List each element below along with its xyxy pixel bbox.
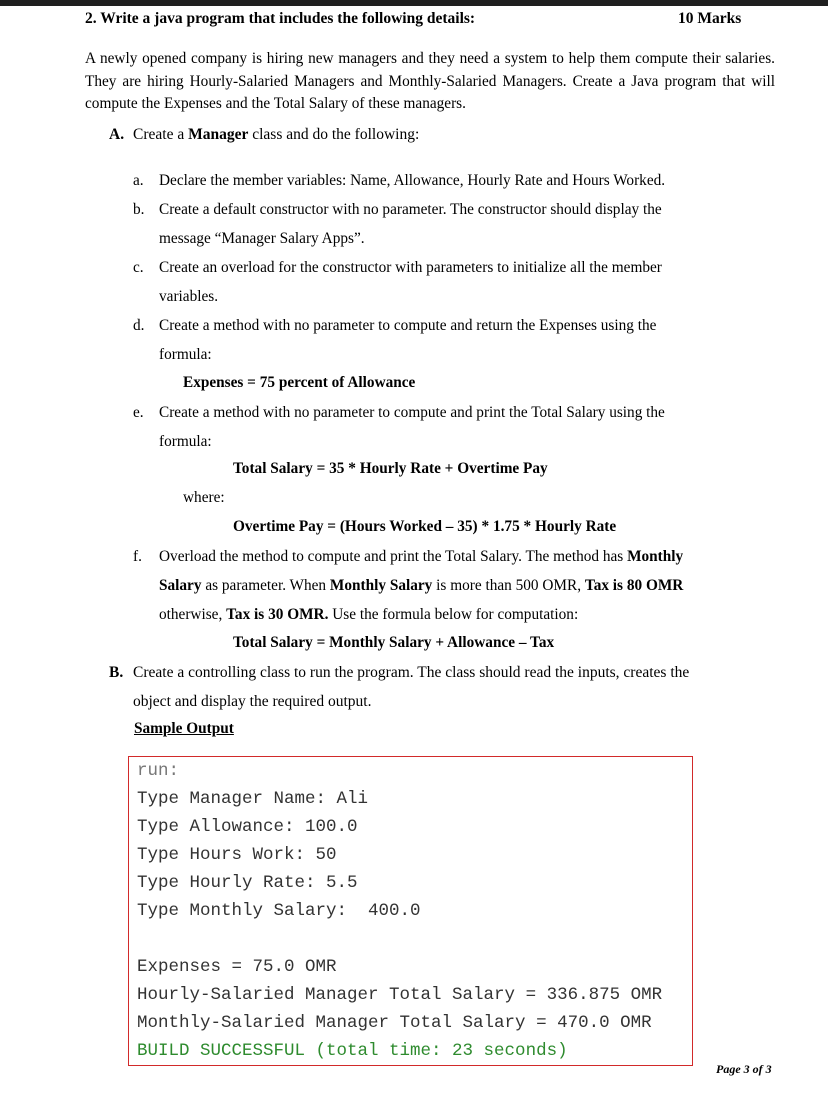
where-label: where: [183,489,225,506]
section-a-letter: A. [109,126,125,143]
console-line-rate: Type Hourly Rate: 5.5 [137,873,358,893]
item-e: e. Create a method with no parameter to compute and print the Total Salary using the formula: [133,404,665,450]
section-a-heading: A. Create a Manager class and do the following: [109,126,420,143]
sample-output-console [128,756,693,1066]
console-line-run: run: [137,761,180,781]
item-f: f. Overload the method to compute and print the Total Salary. The method has Monthly Salary as parameter. When Monthly Salary is more than 500 OMR, Tax is 80 OMR otherwise, Tax is 30 OMR. Use the formula below for computation: [133,548,684,623]
expenses-formula: Expenses = 75 percent of Allowance [183,374,416,391]
console-line-expenses: Expenses = 75.0 OMR [137,957,337,977]
console-line-allowance: Type Allowance: 100.0 [137,817,358,837]
console-line-monthly-total: Monthly-Salaried Manager Total Salary = 470.0 OMR [137,1013,652,1033]
section-b-letter: B. [109,664,124,681]
page-number: Page 3 of 3 [716,1062,772,1076]
console-line-hourly-total: Hourly-Salaried Manager Total Salary = 336.875 OMR [137,985,663,1005]
manager-class-name: Manager [188,126,249,143]
overtime-pay-formula: Overtime Pay = (Hours Worked – 35) * 1.75 * Hourly Rate [233,518,617,535]
section-b: B. Create a controlling class to run the program. The class should read the inputs, creates the object and display the required output. [109,658,779,716]
item-d: d. Create a method with no parameter to compute and return the Expenses using the formula: [133,317,657,363]
console-line-build: BUILD SUCCESSFUL (total time: 23 seconds) [137,1041,568,1061]
total-salary-formula: Total Salary = 35 * Hourly Rate + Overtime Pay [233,460,548,477]
item-b: b. Create a default constructor with no parameter. The constructor should display the message “Manager Salary Apps”. [133,201,662,247]
item-a: a. Declare the member variables: Name, Allowance, Hourly Rate and Hours Worked. [133,172,666,189]
question-title: 2. Write a java program that includes the following details: [85,10,476,27]
intro-paragraph: A newly opened company is hiring new managers and they need a system to help them compute their salaries. They are hiring Hourly-Salaried Managers and Monthly-Salaried Managers. Create a Java program that will compute the Expenses and the Total Salary of these managers. [85,50,775,112]
question-marks: 10 Marks [678,10,742,27]
item-c: c. Create an overload for the constructor with parameters to initialize all the member variables. [133,259,662,305]
console-line-hours: Type Hours Work: 50 [137,845,337,865]
top-edge-shadow [0,0,828,6]
console-line-monthly: Type Monthly Salary: 400.0 [137,901,421,921]
console-line-name: Type Manager Name: Ali [137,789,369,809]
monthly-total-formula: Total Salary = Monthly Salary + Allowance – Tax [233,634,555,651]
sample-output-heading: Sample Output [134,720,234,737]
